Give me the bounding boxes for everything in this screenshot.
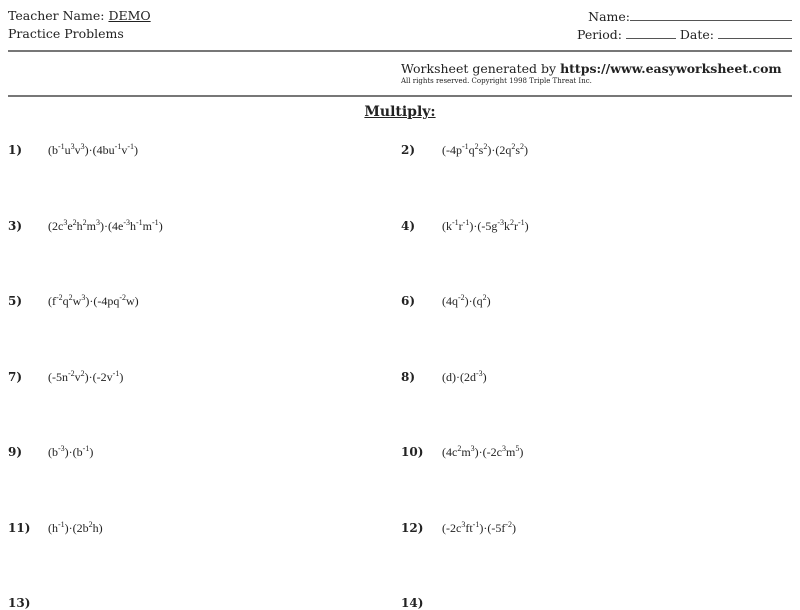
- problem-number: 2): [401, 143, 416, 157]
- expression-exponent: -3: [123, 217, 130, 227]
- problem-number: 13): [8, 596, 31, 610]
- expression-base: ft: [465, 520, 473, 535]
- expression-exponent: 2: [457, 444, 462, 453]
- expression-exponent: 3: [470, 444, 475, 453]
- expression-exponent: -1: [82, 444, 90, 453]
- expression-base: m: [86, 218, 96, 233]
- problem-expression: [48, 521, 103, 536]
- expression-base: (h: [48, 520, 58, 535]
- period-blank[interactable]: [626, 26, 676, 39]
- expression-base: )·(-4pq: [85, 294, 120, 308]
- problem-number: 9): [8, 445, 23, 459]
- header-divider: [8, 50, 792, 52]
- expression-base: (4c: [442, 445, 458, 459]
- expression-exponent: -1: [112, 368, 120, 378]
- expression-base: )·(4e: [100, 218, 124, 233]
- expression-base: ): [482, 369, 487, 384]
- expression-base: k: [504, 218, 510, 233]
- expression-exponent: 3: [501, 444, 506, 453]
- problem-number: 3): [8, 218, 23, 233]
- expression-exponent: -1: [518, 217, 525, 227]
- expression-base: )·(2b: [64, 520, 89, 535]
- expression-base: v: [121, 143, 128, 157]
- generator-prefix: Worksheet generated by: [401, 61, 557, 76]
- expression-exponent: -1: [58, 142, 65, 151]
- expression-base: h): [92, 520, 103, 535]
- problem-expression: [48, 445, 93, 460]
- expression-base: m: [142, 218, 153, 233]
- expression-base: )·(-5f: [479, 520, 506, 535]
- problem-expression: [48, 370, 123, 385]
- expression-exponent: 2: [520, 142, 525, 151]
- name-label: Name:: [588, 9, 630, 24]
- expression-base: r: [458, 218, 463, 233]
- generator-credit: [401, 61, 782, 76]
- expression-base: ): [512, 520, 516, 535]
- expression-exponent: 2: [82, 217, 87, 227]
- expression-exponent: -3: [497, 217, 504, 227]
- expression-base: (b: [48, 445, 58, 459]
- expression-exponent: 3: [81, 293, 86, 302]
- expression-base: u: [64, 143, 71, 157]
- problem-number: 5): [8, 294, 23, 308]
- teacher-label: Teacher Name:: [8, 8, 105, 23]
- date-label: Date:: [679, 27, 715, 42]
- expression-exponent: 2: [510, 217, 514, 227]
- expression-base: (-4p: [442, 143, 462, 157]
- problem-expression: [442, 521, 516, 536]
- expression-base: (2c: [48, 218, 64, 233]
- expression-base: w: [72, 294, 82, 308]
- expression-exponent: -1: [462, 217, 470, 227]
- expression-exponent: -1: [452, 217, 459, 227]
- period-label: Period:: [576, 27, 622, 42]
- expression-exponent: 3: [96, 217, 100, 227]
- expression-exponent: 3: [70, 142, 75, 151]
- expression-base: ): [119, 369, 124, 384]
- expression-exponent: -3: [475, 368, 483, 378]
- expression-exponent: -1: [58, 519, 65, 529]
- expression-exponent: -1: [152, 217, 159, 227]
- expression-base: (d)·(2d: [442, 369, 476, 384]
- expression-base: ): [158, 218, 163, 233]
- expression-base: q: [62, 294, 69, 308]
- expression-exponent: 2: [88, 519, 93, 529]
- expression-exponent: -2: [505, 519, 512, 529]
- expression-base: v: [74, 369, 81, 384]
- problem-expression: [442, 445, 523, 460]
- expression-base: )·(2q: [487, 143, 512, 157]
- date-blank[interactable]: [718, 26, 792, 39]
- problem-number: 14): [401, 596, 424, 610]
- name-blank[interactable]: [630, 8, 792, 21]
- expression-base: ): [524, 143, 529, 157]
- expression-base: ): [524, 218, 529, 233]
- expression-base: ): [486, 294, 491, 308]
- problem-expression: [48, 294, 139, 309]
- expression-base: h: [76, 218, 83, 233]
- student-name-field[interactable]: [588, 8, 792, 24]
- expression-exponent: 5: [515, 444, 520, 453]
- expression-exponent: 2: [482, 293, 487, 302]
- expression-base: s: [478, 143, 484, 157]
- problem-number: 10): [401, 445, 424, 459]
- expression-exponent: 3: [80, 142, 85, 151]
- copyright-notice: All rights reserved. Copyright 1998 Triple Threat Inc.: [401, 77, 592, 85]
- worksheet-subtitle: Practice Problems: [8, 26, 124, 41]
- expression-base: )·(-5g: [469, 218, 498, 233]
- generator-url[interactable]: https://www.easyworksheet.com: [560, 61, 782, 76]
- expression-base: (-5n: [48, 369, 68, 384]
- expression-exponent: -1: [472, 519, 480, 529]
- expression-base: )·(-2v: [84, 369, 113, 384]
- expression-base: h: [130, 218, 136, 233]
- expression-exponent: 2: [80, 368, 85, 378]
- expression-base: (k: [442, 218, 452, 233]
- period-date-line: [577, 26, 792, 42]
- teacher-name-line: [8, 8, 151, 23]
- expression-base: m: [461, 445, 471, 459]
- problem-number: 6): [401, 294, 416, 308]
- expression-base: ): [89, 445, 94, 459]
- problem-expression: [442, 370, 487, 385]
- expression-base: )·(q: [464, 294, 483, 308]
- problem-expression: [442, 294, 491, 309]
- expression-base: (4q: [442, 294, 458, 308]
- expression-exponent: -3: [58, 444, 65, 453]
- expression-exponent: -1: [136, 217, 143, 227]
- expression-base: m: [505, 445, 516, 459]
- expression-exponent: 2: [474, 142, 479, 151]
- expression-exponent: 2: [72, 217, 77, 227]
- expression-base: ): [519, 445, 524, 459]
- problem-number: 1): [8, 143, 23, 157]
- expression-base: )·(-2c: [474, 445, 502, 459]
- problem-number: 4): [401, 218, 416, 233]
- expression-exponent: -2: [458, 293, 465, 302]
- expression-exponent: 3: [63, 217, 68, 227]
- expression-exponent: 2: [483, 142, 488, 151]
- problem-number: 12): [401, 520, 424, 535]
- expression-base: v: [74, 143, 81, 157]
- expression-exponent: -2: [56, 293, 63, 302]
- expression-exponent: 2: [68, 293, 73, 302]
- problem-expression: [48, 143, 138, 158]
- expression-base: (f: [48, 294, 56, 308]
- expression-base: w): [126, 294, 139, 308]
- problem-number: 8): [401, 369, 416, 384]
- expression-exponent: -1: [127, 142, 135, 151]
- expression-exponent: -1: [462, 142, 469, 151]
- expression-base: (b: [48, 143, 58, 157]
- problem-number: 11): [8, 520, 31, 535]
- problem-number: 7): [8, 369, 23, 384]
- expression-exponent: 2: [511, 142, 516, 151]
- expression-base: ): [134, 143, 139, 157]
- teacher-name: DEMO: [108, 8, 151, 23]
- problem-expression: [442, 219, 529, 234]
- credit-divider: [8, 95, 792, 97]
- section-title: Multiply:: [364, 104, 436, 120]
- expression-exponent: -2: [119, 293, 126, 302]
- expression-exponent: -1: [114, 142, 122, 151]
- expression-base: )·(b: [64, 445, 83, 459]
- expression-base: r: [514, 218, 518, 233]
- expression-base: )·(4bu: [84, 143, 115, 157]
- expression-base: s: [515, 143, 521, 157]
- expression-exponent: -2: [68, 368, 75, 378]
- expression-base: e: [67, 218, 73, 233]
- expression-exponent: 3: [461, 519, 466, 529]
- problem-expression: [48, 219, 163, 234]
- expression-base: (-2c: [442, 520, 462, 535]
- expression-base: q: [468, 143, 475, 157]
- problem-expression: [442, 143, 528, 158]
